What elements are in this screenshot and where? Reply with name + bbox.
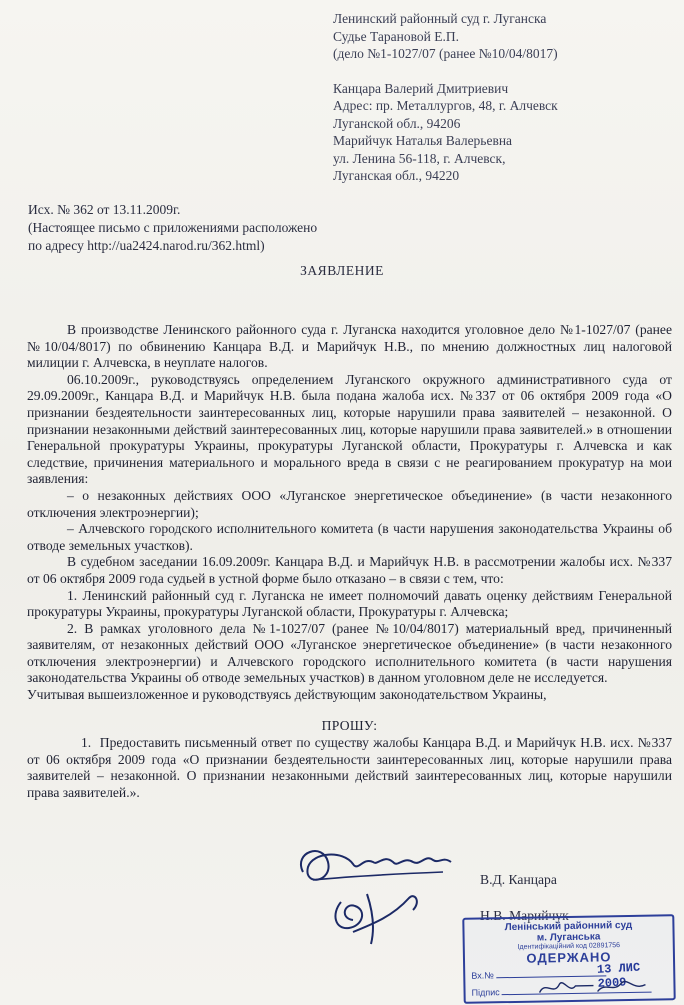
refusal-reason-1: 1. Ленинский районный суд г. Луганска не имеет полномочий давать оценку действиям Генеральной прокуратуры Украины, прокуратуры Луганской области, Прокуратуры г. Алчевска;	[27, 587, 672, 620]
addressee-block	[333, 10, 673, 185]
signer-mariychuk: Н.В. Марийчук	[480, 908, 569, 923]
paragraph-considering: Учитывая вышеизложенное и руководствуясь действующим законодательством Украины,	[27, 687, 547, 703]
handwritten-signatures	[283, 832, 473, 952]
stamp-received: ОДЕРЖАНО	[526, 949, 612, 966]
outgoing-url: по адресу http://ua2424.narod.ru/362.html)	[28, 238, 265, 253]
document-title: ЗАЯВЛЕНИЕ	[300, 263, 384, 278]
stamp-incoming-number: Вх.№	[471, 968, 606, 980]
document-body	[27, 322, 672, 802]
paragraph-complaint: 06.10.2009г., руководствуясь определением Луганского окружного административного суда от 29.09.2009г., Канцара В.Д. и Марийчук Н.В. была подана жалоба исх. №337 от 06 октября 2009 года «О признании бездеятельности заинтересованных лиц, которые нарушили права заявителей – незаконной. О признании незаконными действий заинтересованных лиц, которые нарушили права заявителей.» в отношении Генеральной прокуратуры Украины, прокуратуры Луганской области, Прокуратуры г. Алчевска и как следствие, причинения материального и морального вреда в связи с не реагированием прокуратур на мои заявления:	[27, 371, 672, 487]
applicant-2-address: ул. Ленина 56-118, г. Алчевск,	[333, 150, 506, 166]
paragraph-hearing: В судебном заседании 16.09.2009г. Канцара В.Д. и Марийчук Н.В. в рассмотрении жалобы исх. №337 от 06 октября 2009 года судьей в устной форме было отказано – в связи с тем, что:	[27, 554, 672, 586]
applicant-2-region: Луганская обл., 94220	[333, 168, 460, 183]
outgoing-number: Исх. № 362 от 13.11.2009г.	[28, 202, 181, 217]
applicant-1-region: Луганской обл., 94206	[333, 115, 461, 131]
stamp-signature-line: Підпис	[471, 985, 651, 998]
request-number: 1.	[81, 735, 92, 751]
stamp-court: Ленінський районний суд	[504, 919, 633, 934]
addressee-case-number: (дело №1-1027/07 (ранее №10/04/8017)	[333, 46, 558, 61]
stamp-city: м. Луганська	[536, 931, 601, 944]
court-received-stamp	[462, 914, 675, 1004]
request-heading: ПРОШУ:	[321, 717, 378, 733]
stamp-date: 13 ЛИС 2009	[596, 960, 641, 991]
request-item	[27, 735, 672, 801]
paragraph-case: В производстве Ленинского районного суда г. Луганска находится уголовное дело №1-1027/07 (ранее №10/04/8017) по обвинению Канцара В.Д. и Марийчук Н.В., по мнению должностных лиц налоговой милиции г. Алчевска, в неуплате налогов.	[27, 322, 672, 371]
outgoing-reference	[28, 201, 448, 255]
applicant-1-address: Адрес: пр. Металлургов, 48, г. Алчевск	[333, 98, 558, 113]
complaint-item-energy: – о незаконных действиях ООО «Луганское энергетическое объединение» (в части незаконного отключения электроэнергии);	[27, 487, 672, 520]
applicant-2-name: Марийчук Наталья Валерьевна	[333, 133, 513, 148]
refusal-reason-2: 2. В рамках уголовного дела №1-1027/07 (ранее №10/04/8017) материальный вред, причиненный заявителям, от незаконных действий ООО «Луганское энергетическое объединение» (в части незаконного отключения электроэнергии) и Алчевского городского исполнительного комитета (в части нарушения законодательства Украины об отводе земельных участков) в данном уголовном деле не исследуется.	[27, 620, 672, 686]
request-text: Предоставить письменный ответ по существу жалобы Канцара В.Д. и Марийчук Н.В. исх. №337 от 06 октября 2009 года «О признании бездеятельности заинтересованных лиц, которые нарушили права заявителей – незаконной. О признании незаконными действий заинтересованных лиц, которые нарушили права заявителей.».	[27, 735, 673, 801]
stamp-code: Ідентифікаційний код 02891756	[517, 942, 621, 951]
outgoing-note: (Настоящее письмо с приложениями расположено	[28, 220, 318, 235]
addressee-judge: Судье Тарановой Е.П.	[333, 28, 459, 44]
stamp-signature-scribble	[535, 974, 655, 998]
addressee-court: Ленинский районный суд г. Луганска	[333, 11, 547, 26]
applicant-1-name: Канцара Валерий Дмитриевич	[333, 80, 509, 96]
complaint-item-land: – Алчевского городского исполнительного комитета (в части нарушения законодательства Украины об отводе земельных участков).	[27, 521, 672, 553]
signer-kantsara: В.Д. Канцара	[480, 872, 557, 887]
